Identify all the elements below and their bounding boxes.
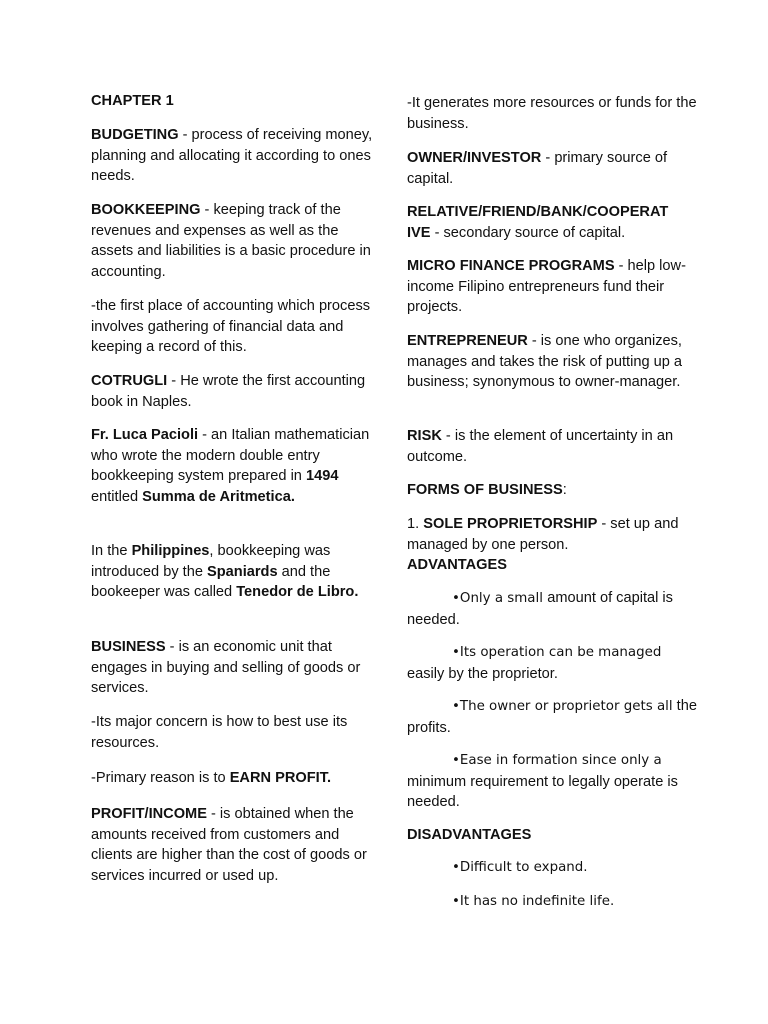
- business-term: BUSINESS: [91, 639, 166, 655]
- business-note-resources: -Its major concern is how to best use its resources.: [91, 714, 348, 751]
- business-note-profit: -Primary reason is to EARN PROFIT.: [91, 770, 332, 786]
- chapter-heading: CHAPTER 1: [91, 93, 174, 109]
- disadvantages-heading: DISADVANTAGES: [407, 827, 532, 843]
- earn-profit: EARN PROFIT.: [229, 770, 332, 786]
- entrepreneur-term: ENTREPRENEUR: [407, 333, 528, 349]
- pacioli-year: 1494: [305, 468, 339, 485]
- micro-finance-term: MICRO FINANCE PROGRAMS: [407, 258, 615, 274]
- business-definition: - is an economic unit that engages in buying and selling of goods or services.: [91, 639, 361, 697]
- advantage-item: •Its operation can be managed easily by the proprietor.: [407, 645, 662, 682]
- advantage-item: •Only a small amount of capital is needed.: [407, 590, 673, 628]
- disadvantage-item: •Difficult to expand.: [452, 860, 588, 875]
- spaniards-term: Spaniards: [207, 563, 278, 580]
- sole-proprietorship-term: SOLE PROPRIETORSHIP: [423, 516, 598, 532]
- generates-note: -It generates more resources or funds for the business.: [407, 95, 697, 132]
- relative-entry: RELATIVE/FRIEND/BANK/COOPERATIVE - secondary source of capital.: [407, 204, 669, 241]
- pacioli-book-title: Summa de Aritmetica.: [142, 488, 295, 505]
- relative-term: RELATIVE/FRIEND/BANK/COOPERATIVE: [407, 204, 669, 241]
- pacioli-term: Fr. Luca Pacioli: [91, 427, 199, 443]
- business-entry: [91, 637, 381, 699]
- budgeting-term: BUDGETING: [91, 127, 179, 143]
- advantage-item: •The owner or proprietor gets all the profits.: [407, 698, 697, 736]
- disadvantage-item: •It has no indefinite life.: [452, 894, 615, 909]
- profit-definition: - is obtained when the amounts received from customers and clients are higher than the cost of goods or services incurred or used up.: [91, 806, 367, 884]
- tenedor-term: Tenedor de Libro.: [236, 584, 359, 601]
- budgeting-entry: [91, 125, 381, 187]
- profit-term: PROFIT/INCOME: [91, 806, 207, 822]
- risk-term: RISK: [407, 428, 442, 444]
- owner-term: OWNER/INVESTOR: [407, 150, 542, 166]
- pacioli-entry: Fr. Luca Pacioli - an Italian mathematician who wrote the modern double entry bookkeeping system prepared in 1494 entitled Summa de Aritmetica.: [91, 427, 370, 505]
- risk-entry: RISK - is the element of uncertainty in an outcome.: [407, 428, 674, 465]
- entrepreneur-entry: ENTREPRENEUR - is one who organizes, manages and takes the risk of putting up a business; synonymous to owner-manager.: [407, 333, 683, 391]
- forms-heading: FORMS OF BUSINESS:: [407, 482, 567, 498]
- cotrugli-entry: [91, 371, 381, 412]
- advantages-heading: ADVANTAGES: [407, 557, 507, 573]
- cotrugli-term: COTRUGLI: [91, 373, 168, 389]
- owner-entry: OWNER/INVESTOR - primary source of capital.: [407, 150, 668, 187]
- advantage-item: •Ease in formation since only a minimum requirement to legally operate is needed.: [407, 753, 678, 811]
- micro-finance-entry: MICRO FINANCE PROGRAMS - help low-income Filipino entrepreneurs fund their projects.: [407, 258, 686, 316]
- bookkeeping-entry: [91, 200, 381, 282]
- profit-entry: [91, 804, 381, 886]
- sole-proprietorship-entry: 1. SOLE PROPRIETORSHIP - set up and managed by one person.: [407, 516, 679, 553]
- budgeting-definition: - process of receiving money, planning and allocating it according to ones needs.: [91, 127, 373, 185]
- philippines-entry: In the Philippines, bookkeeping was introduced by the Spaniards and the bookeeper was called Tenedor de Libro.: [91, 543, 359, 601]
- bookkeeping-note: -the first place of accounting which process involves gathering of financial data and keeping a record of this.: [91, 298, 371, 356]
- cotrugli-definition: - He wrote the first accounting book in Naples.: [91, 373, 366, 410]
- philippines-term: Philippines: [131, 543, 210, 559]
- bookkeeping-definition: - keeping track of the revenues and expenses as well as the assets and liabilities is a basic procedure in accounting.: [91, 202, 371, 280]
- bookkeeping-term: BOOKKEEPING: [91, 202, 201, 218]
